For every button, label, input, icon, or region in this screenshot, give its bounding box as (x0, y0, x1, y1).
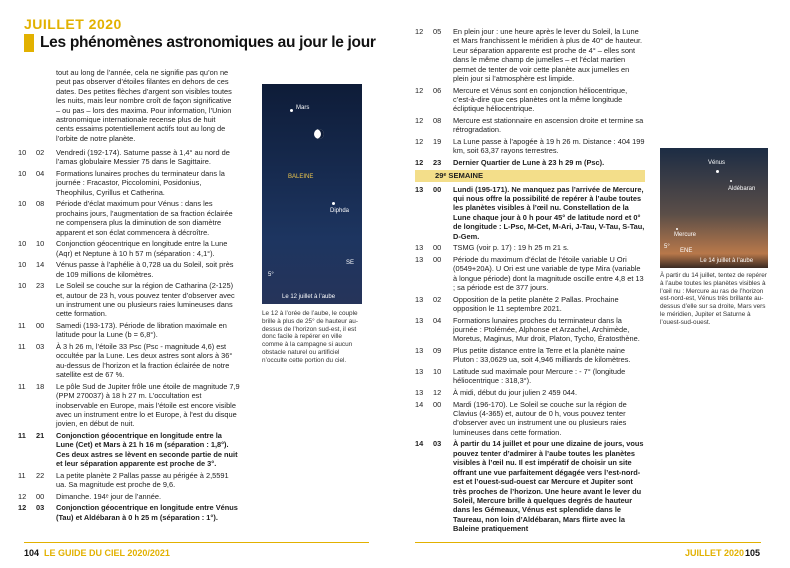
entry-day: 13 (415, 254, 424, 264)
entry-hour: 14 (36, 260, 45, 270)
entry-day: 13 (415, 388, 424, 398)
ephemeris-entry (18, 342, 240, 380)
entry-text: Samedi (193-173). Période de libration maximale en latitude pour la Lune (b = 6,8°). (56, 321, 227, 340)
entry-day: 13 (415, 346, 424, 356)
entry-day: 11 (18, 470, 26, 480)
ephemeris-entry (415, 158, 645, 167)
entry-day: 10 (18, 260, 27, 270)
ephemeris-entry (18, 260, 240, 279)
entry-text: Vendredi (192-174). Saturne passe à 1,4° au nord de l’amas globulaire Messier 75 dans le Sagittaire. (56, 148, 230, 167)
entry-hour: 23 (433, 158, 442, 168)
entry-hour: 06 (433, 85, 442, 95)
sky-photo-july-14 (660, 148, 768, 268)
entry-text: Conjonction géocentrique en longitude entre Vénus (Tau) et Aldébaran à 0 h 25 m (séparation : 1°). (56, 503, 238, 522)
entry-text: Dimanche. 194ᵉ jour de l’année. (56, 491, 162, 501)
mercure-star (676, 228, 678, 230)
ephemeris-entry (18, 169, 240, 197)
footer-rule (415, 542, 761, 543)
entry-day: 11 (18, 342, 26, 352)
entry-text: En plein jour : une heure après le lever du Soleil, la Lune et Mars franchissent le méridien à plus de 40° de hauteur. Leur séparation apparente est proche de 4° – elles sont dans le même champ de jumelles – et l’éclat martien permet de tenter de voir cette planète aux jumelles en plein jour si l’atmosphère est limpide. (453, 27, 643, 84)
baleine-label: BALEINE (288, 174, 314, 180)
entry-day: 12 (18, 491, 27, 501)
ephemeris-entry (415, 400, 645, 438)
photo-date-label: Le 12 juillet à l’aube (282, 294, 336, 300)
entry-day: 13 (415, 294, 424, 304)
entry-hour: 22 (36, 470, 45, 480)
entry-text: Formations lunaires proches du terminateur dans la journée : Ptolémée, Alphonse et Arzachel, Archimède, Moretus, Maginus, Mur droit, Platon, Tycho, Ératosthène. (453, 315, 640, 344)
entry-text: À partir du 14 juillet et pour une dizaine de jours, vous pouvez tenter d’admirer à l’aube toutes les planètes visibles à l’œil nu. Il est impératif de choisir un site offrant une vue parfaitement dégagée vers l’est-nord-est et l’ouest-sud-ouest car Mercure et Jupiter sont très proches de l’horizon. Une heure avant le lever du Soleil, Mercure brille à quelques degrés de hauteur dans les Gémeaux, Vénus est splendide dans le Taureau, non loin d’Aldébaran, Mars flirte avec la Baleine pratiquement (453, 439, 644, 534)
ephemeris-entry (415, 185, 645, 241)
entry-text: Formations lunaires proches du terminateur dans la journée : Fracastor, Piccolomini, Posidonius, Theophilus, Cyrillus et Catherina. (56, 169, 225, 197)
entry-hour: 12 (433, 388, 442, 398)
moon-icon (314, 129, 324, 139)
aldebaran-star (730, 180, 732, 182)
direction-label: ENE (680, 248, 693, 254)
ephemeris-entry (18, 382, 240, 429)
degree-scale: 5° (268, 272, 274, 278)
month-heading: JUILLET 2020 (24, 16, 122, 32)
entry-hour: 08 (36, 199, 45, 209)
entry-text: Période d’éclat maximum pour Vénus : dans les prochains jours, l’augmentation de sa fraction éclairée ne compensera plus la diminution de son diamètre apparent et son éclat commencera à décroître. (56, 199, 233, 237)
entry-day: 12 (415, 116, 424, 126)
entry-text: Lundi (195-171). Ne manquez pas l’arrivée de Mercure, qui nous offre la possibilité de repérer à l’aube toutes les planètes visibles à l’œil nu. Constellation de la Lune chaque jour à 0 h pour 45° de latitude nord et 0° de longitude : L-Psc, M-Cet, M-Ari, J-Tau, V-Tau, S-Tau, D-Gem. (453, 184, 645, 241)
intro-paragraph: tout au long de l’année, cela ne signifie pas qu’on ne peut pas observer d’étoiles filantes en dehors de ces dates. Des petites flèches d’argent son visibles toutes les nuits, mais leur nombre croît de façon significative – ou pas – lors des maxima. Pour information, l’Union astronomique internationale recense plus de huit cents essaims potentiellement actifs tout au long de l’orbite de notre planète. (56, 68, 232, 143)
footer-month: JUILLET 2020 (685, 548, 745, 558)
entry-day: 10 (18, 199, 27, 209)
ephemeris-entry (415, 439, 645, 533)
page-number: 105 (745, 548, 761, 558)
page-title: Les phénomènes astronomiques au jour le jour (40, 34, 376, 51)
entry-hour: 00 (433, 184, 442, 194)
entry-day: 10 (18, 148, 27, 157)
entry-hour: 23 (36, 281, 45, 291)
entry-hour: 03 (433, 439, 442, 449)
sky-photo-july-12 (262, 84, 362, 304)
entry-text: À 3 h 26 m, l’étoile 33 Psc (Psc - magnitude 4,6) est occultée par la Lune. Les deux astres sont alors à 36° au-dessus de l’horizon et la fraction éclairée de notre satellite est de 67 %. (56, 342, 233, 380)
entry-text: Le Soleil se couche sur la région de Catharina (2-125) et, autour de 23 h, vous pouvez tenter d’observer avec un instrument une ou plusieurs raies lumineuses dans cette formation. (56, 281, 235, 319)
entry-hour: 10 (433, 367, 442, 377)
entry-hour: 00 (433, 399, 442, 409)
entry-text: Mardi (196-170). Le Soleil se couche sur la région de Clavius (4-365) et, autour de 0 h, vous pouvez tenter d’observer avec un instrument une ou plusieurs raies lumineuses dans cette formation. (453, 399, 627, 437)
entry-hour: 03 (36, 342, 45, 352)
entry-text: Mercure et Vénus sont en conjonction héliocentrique, c’est-à-dire que ces planètes ont la même longitude écliptique héliocentrique. (453, 85, 628, 114)
entry-day: 11 (18, 381, 26, 391)
entry-day: 14 (415, 399, 424, 409)
entry-day: 13 (415, 243, 424, 253)
entry-hour: 04 (36, 169, 45, 178)
ephemeris-entry (415, 388, 645, 397)
right-footer (395, 534, 790, 564)
mercure-label: Mercure (674, 232, 697, 238)
entry-text: Mercure est stationnaire en ascension droite et termine sa rétrogradation. (453, 116, 644, 135)
entry-hour: 08 (433, 116, 442, 126)
footer-rule (24, 542, 369, 543)
aldebaran-label: Aldébaran (728, 186, 756, 192)
degree-scale: 5° (664, 244, 670, 250)
right-entries-top (415, 27, 645, 167)
entry-hour: 00 (36, 321, 45, 331)
ephemeris-entry (415, 346, 645, 365)
entry-text: Latitude sud maximale pour Mercure : - 7° (longitude héliocentrique : 318,3°). (453, 367, 626, 386)
venus-label: Vénus (708, 160, 726, 166)
ephemeris-entry (415, 27, 645, 83)
entry-day: 14 (415, 439, 424, 449)
entry-day: 12 (415, 137, 424, 147)
diphda-star (332, 202, 335, 205)
title-marker (24, 34, 34, 52)
diphda-label: Diphda (330, 208, 350, 214)
direction-label: SE (346, 260, 355, 266)
ephemeris-entry (415, 137, 645, 156)
entry-hour: 02 (433, 294, 442, 304)
entry-hour: 05 (433, 27, 442, 36)
entry-day: 13 (415, 315, 424, 325)
entry-day: 12 (18, 503, 27, 513)
entry-hour: 09 (433, 346, 442, 356)
page-number: 104 (24, 548, 40, 558)
entry-day: 13 (415, 367, 424, 377)
entry-day: 10 (18, 281, 27, 291)
ephemeris-entry (18, 321, 240, 340)
ephemeris-entry (18, 431, 240, 469)
entry-day: 10 (18, 239, 27, 249)
entry-hour: 19 (433, 137, 442, 147)
photo-date-label: Le 14 juillet à l’aube (700, 258, 754, 264)
ephemeris-entry (18, 148, 240, 167)
entry-day: 10 (18, 169, 27, 178)
entry-text: Plus petite distance entre la Terre et la planète naine Pluton : 33,0629 ua, soit 4,946 milliards de kilomètres. (453, 346, 631, 365)
entry-day: 12 (415, 158, 424, 168)
entry-hour: 21 (36, 431, 45, 441)
entry-day: 13 (415, 184, 424, 194)
entry-text: La petite planète 2 Pallas passe au périgée à 2,5591 ua. Sa magnitude est proche de 9,6. (56, 470, 229, 490)
entry-text: À midi, début du jour julien 2 459 044. (453, 388, 578, 398)
entry-hour: 02 (36, 148, 45, 157)
book-title: LE GUIDE DU CIEL 2020/2021 (44, 548, 170, 558)
ephemeris-entry (415, 86, 645, 114)
entry-hour: 18 (36, 381, 45, 391)
ephemeris-entry (18, 471, 240, 490)
entry-day: 12 (415, 27, 424, 36)
mars-label: Mars (296, 105, 310, 111)
entry-hour: 00 (433, 254, 442, 264)
ephemeris-entry (415, 316, 645, 344)
ephemeris-entry (415, 255, 645, 293)
mars-star (290, 109, 293, 112)
entry-text: Le pôle Sud de Jupiter frôle une étoile de magnitude 7,9 (PPM 270037) à 18 h 27 m. L’occultation est inobservable en Europe, mais l’étoile est encore visible avec un instrument entre lo et Europe, à l’est du disque jovien, en début de nuit. (56, 381, 240, 429)
entry-text: Vénus passe à l’aphélie à 0,728 ua du Soleil, soit près de 109 millions de kilomètres. (56, 260, 234, 279)
entry-text: Opposition de la petite planète 2 Pallas. Prochaine opposition le 11 septembre 2021. (453, 294, 619, 314)
left-entries-list (18, 148, 240, 524)
right-entries-bottom (415, 185, 645, 534)
left-footer (0, 534, 395, 564)
venus-star (716, 170, 719, 173)
photo-caption: Le 12 à l’orée de l’aube, le couple brille à plus de 25° de hauteur au-dessus de l’horizon sud-est, il est donc facile à repérer en ville comme à la campagne si aucun obstacle naturel ou artificiel n’occulte cette portion du ciel. (262, 310, 358, 364)
entry-text: Conjonction géocentrique en longitude entre la Lune (Cet) et Mars à 21 h 16 m (séparation : 1,8°). Ces deux astres se lèvent en seconde partie de nuit et leur séparation apparente est proche de 3°. (56, 431, 238, 469)
ephemeris-entry (18, 239, 240, 258)
entry-day: 11 (18, 321, 26, 331)
entry-hour: 00 (433, 243, 442, 253)
right-entries-column (415, 27, 645, 536)
ephemeris-entry (18, 199, 240, 237)
entry-hour: 03 (36, 503, 45, 513)
week-banner: 29ᵉ SEMAINE (415, 170, 645, 182)
entry-day: 12 (415, 85, 424, 95)
entry-text: La Lune passe à l’apogée à 19 h 26 m. Distance : 404 199 km, soit 63,37 rayons terrestres. (453, 137, 645, 156)
entry-text: Conjonction géocentrique en longitude entre la Lune (Aqr) et Neptune à 10 h 57 m (séparation : 4,1°). (56, 239, 228, 258)
entry-day: 11 (18, 431, 26, 441)
entry-hour: 04 (433, 315, 442, 325)
ephemeris-entry (415, 243, 645, 252)
ephemeris-entry (18, 503, 240, 522)
entry-text: Dernier Quartier de Lune à 23 h 29 m (Psc). (453, 158, 605, 168)
ephemeris-entry (415, 295, 645, 314)
photo-caption: À partir du 14 juillet, tentez de repérer à l’aube toutes les planètes visibles à l’œil nu : Mercure au ras de l’horizon est-nord-est, Vénus très brillante au-dessus d’elle sur sa droite, Mars vers le méridien, Jupiter et Saturne à l’ouest-sud-ouest. (660, 272, 767, 326)
ephemeris-entry (415, 367, 645, 386)
entry-hour: 10 (36, 239, 45, 249)
entry-text: TSMG (voir p. 17) : 19 h 25 m 21 s. (453, 243, 569, 253)
ephemeris-entry (18, 492, 240, 501)
ephemeris-entry (18, 281, 240, 319)
ephemeris-entry (415, 116, 645, 135)
entry-hour: 00 (36, 491, 45, 501)
entry-text: Période du maximum d’éclat de l’étoile variable U Ori (0549+20A). U Ori est une variable de type Mira (variable à longue période) dont la magnitude oscille entre 4,8 et 13 ; sa période est de 377 jours. (453, 254, 644, 293)
